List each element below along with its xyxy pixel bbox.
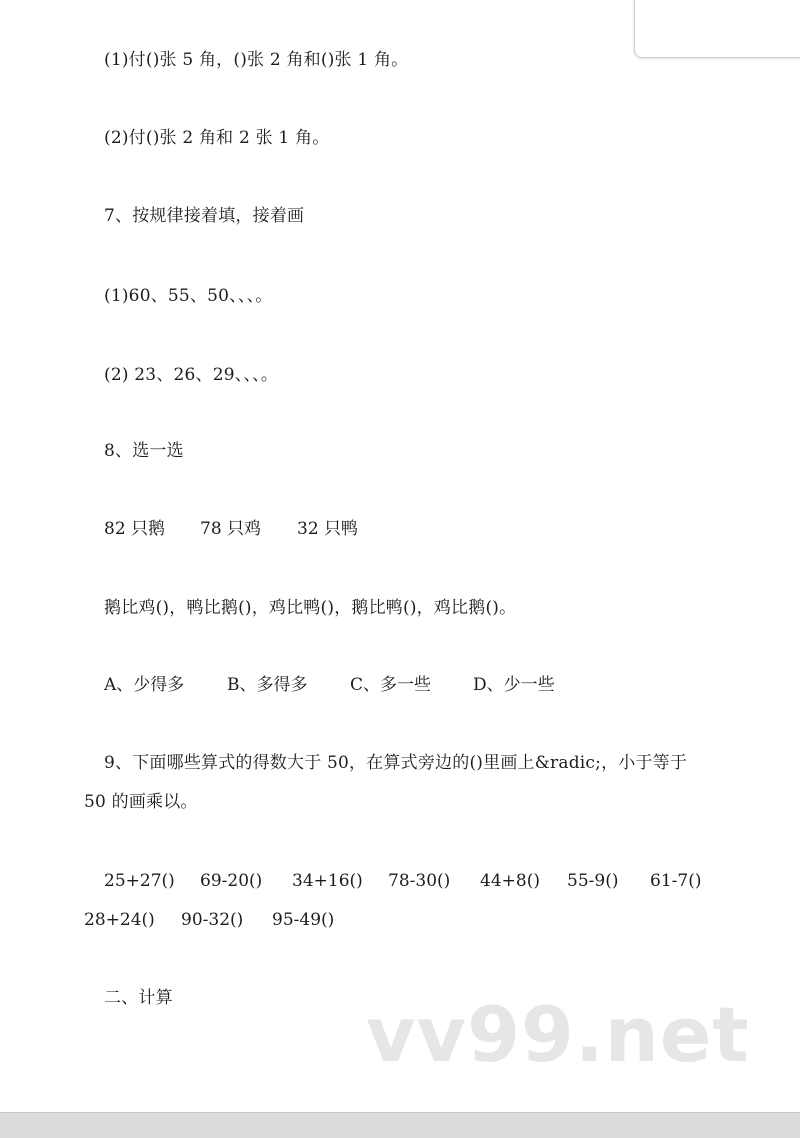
section-2-heading: 二、计算 — [104, 988, 173, 1008]
q8-heading: 8、选一选 — [104, 441, 184, 461]
q9-expression: 55-9() — [567, 871, 619, 891]
q8-animal-item: 78 只鸡 — [200, 519, 262, 539]
q8-animal-item: 82 只鹅 — [104, 519, 166, 539]
q9-text-line-1: 9、下面哪些算式的得数大于 50，在算式旁边的()里画上&radic;，小于等于 — [104, 753, 688, 773]
q9-expression: 28+24() — [84, 910, 155, 930]
q9-expression: 61-7() — [650, 871, 702, 891]
q9-expression: 25+27() — [104, 871, 175, 891]
q8-option: D、少一些 — [473, 675, 555, 695]
page-corner-tab[interactable] — [634, 0, 800, 58]
q8-animal-item: 32 只鸭 — [297, 519, 359, 539]
q9-text-line-2: 50 的画乘以。 — [84, 792, 198, 812]
q8-compare-sentence: 鹅比鸡()，鸭比鹅()，鸡比鸭()，鹅比鸭()，鸡比鹅()。 — [104, 598, 517, 618]
q8-option: B、多得多 — [227, 675, 308, 695]
q7-heading: 7、按规律接着填，接着画 — [104, 206, 305, 226]
q7-sequence-2: (2) 23、26、29、、、。 — [104, 365, 279, 385]
q9-expression: 44+8() — [480, 871, 540, 891]
q9-expression: 69-20() — [200, 871, 263, 891]
q9-expression: 34+16() — [292, 871, 363, 891]
q6-line-2: (2)付()张 2 角和 2 张 1 角。 — [104, 128, 330, 148]
q7-sequence-1: (1)60、55、50、、、。 — [104, 286, 273, 306]
site-watermark: vv99.net — [366, 990, 750, 1079]
q6-line-1: (1)付()张 5 角，()张 2 角和()张 1 角。 — [104, 50, 409, 70]
q8-option: C、多一些 — [350, 675, 432, 695]
q8-option: A、少得多 — [104, 675, 185, 695]
q9-expression: 95-49() — [272, 910, 335, 930]
q9-expression: 90-32() — [181, 910, 244, 930]
bottom-scroll-bar[interactable] — [0, 1112, 800, 1138]
q9-expression: 78-30() — [388, 871, 451, 891]
